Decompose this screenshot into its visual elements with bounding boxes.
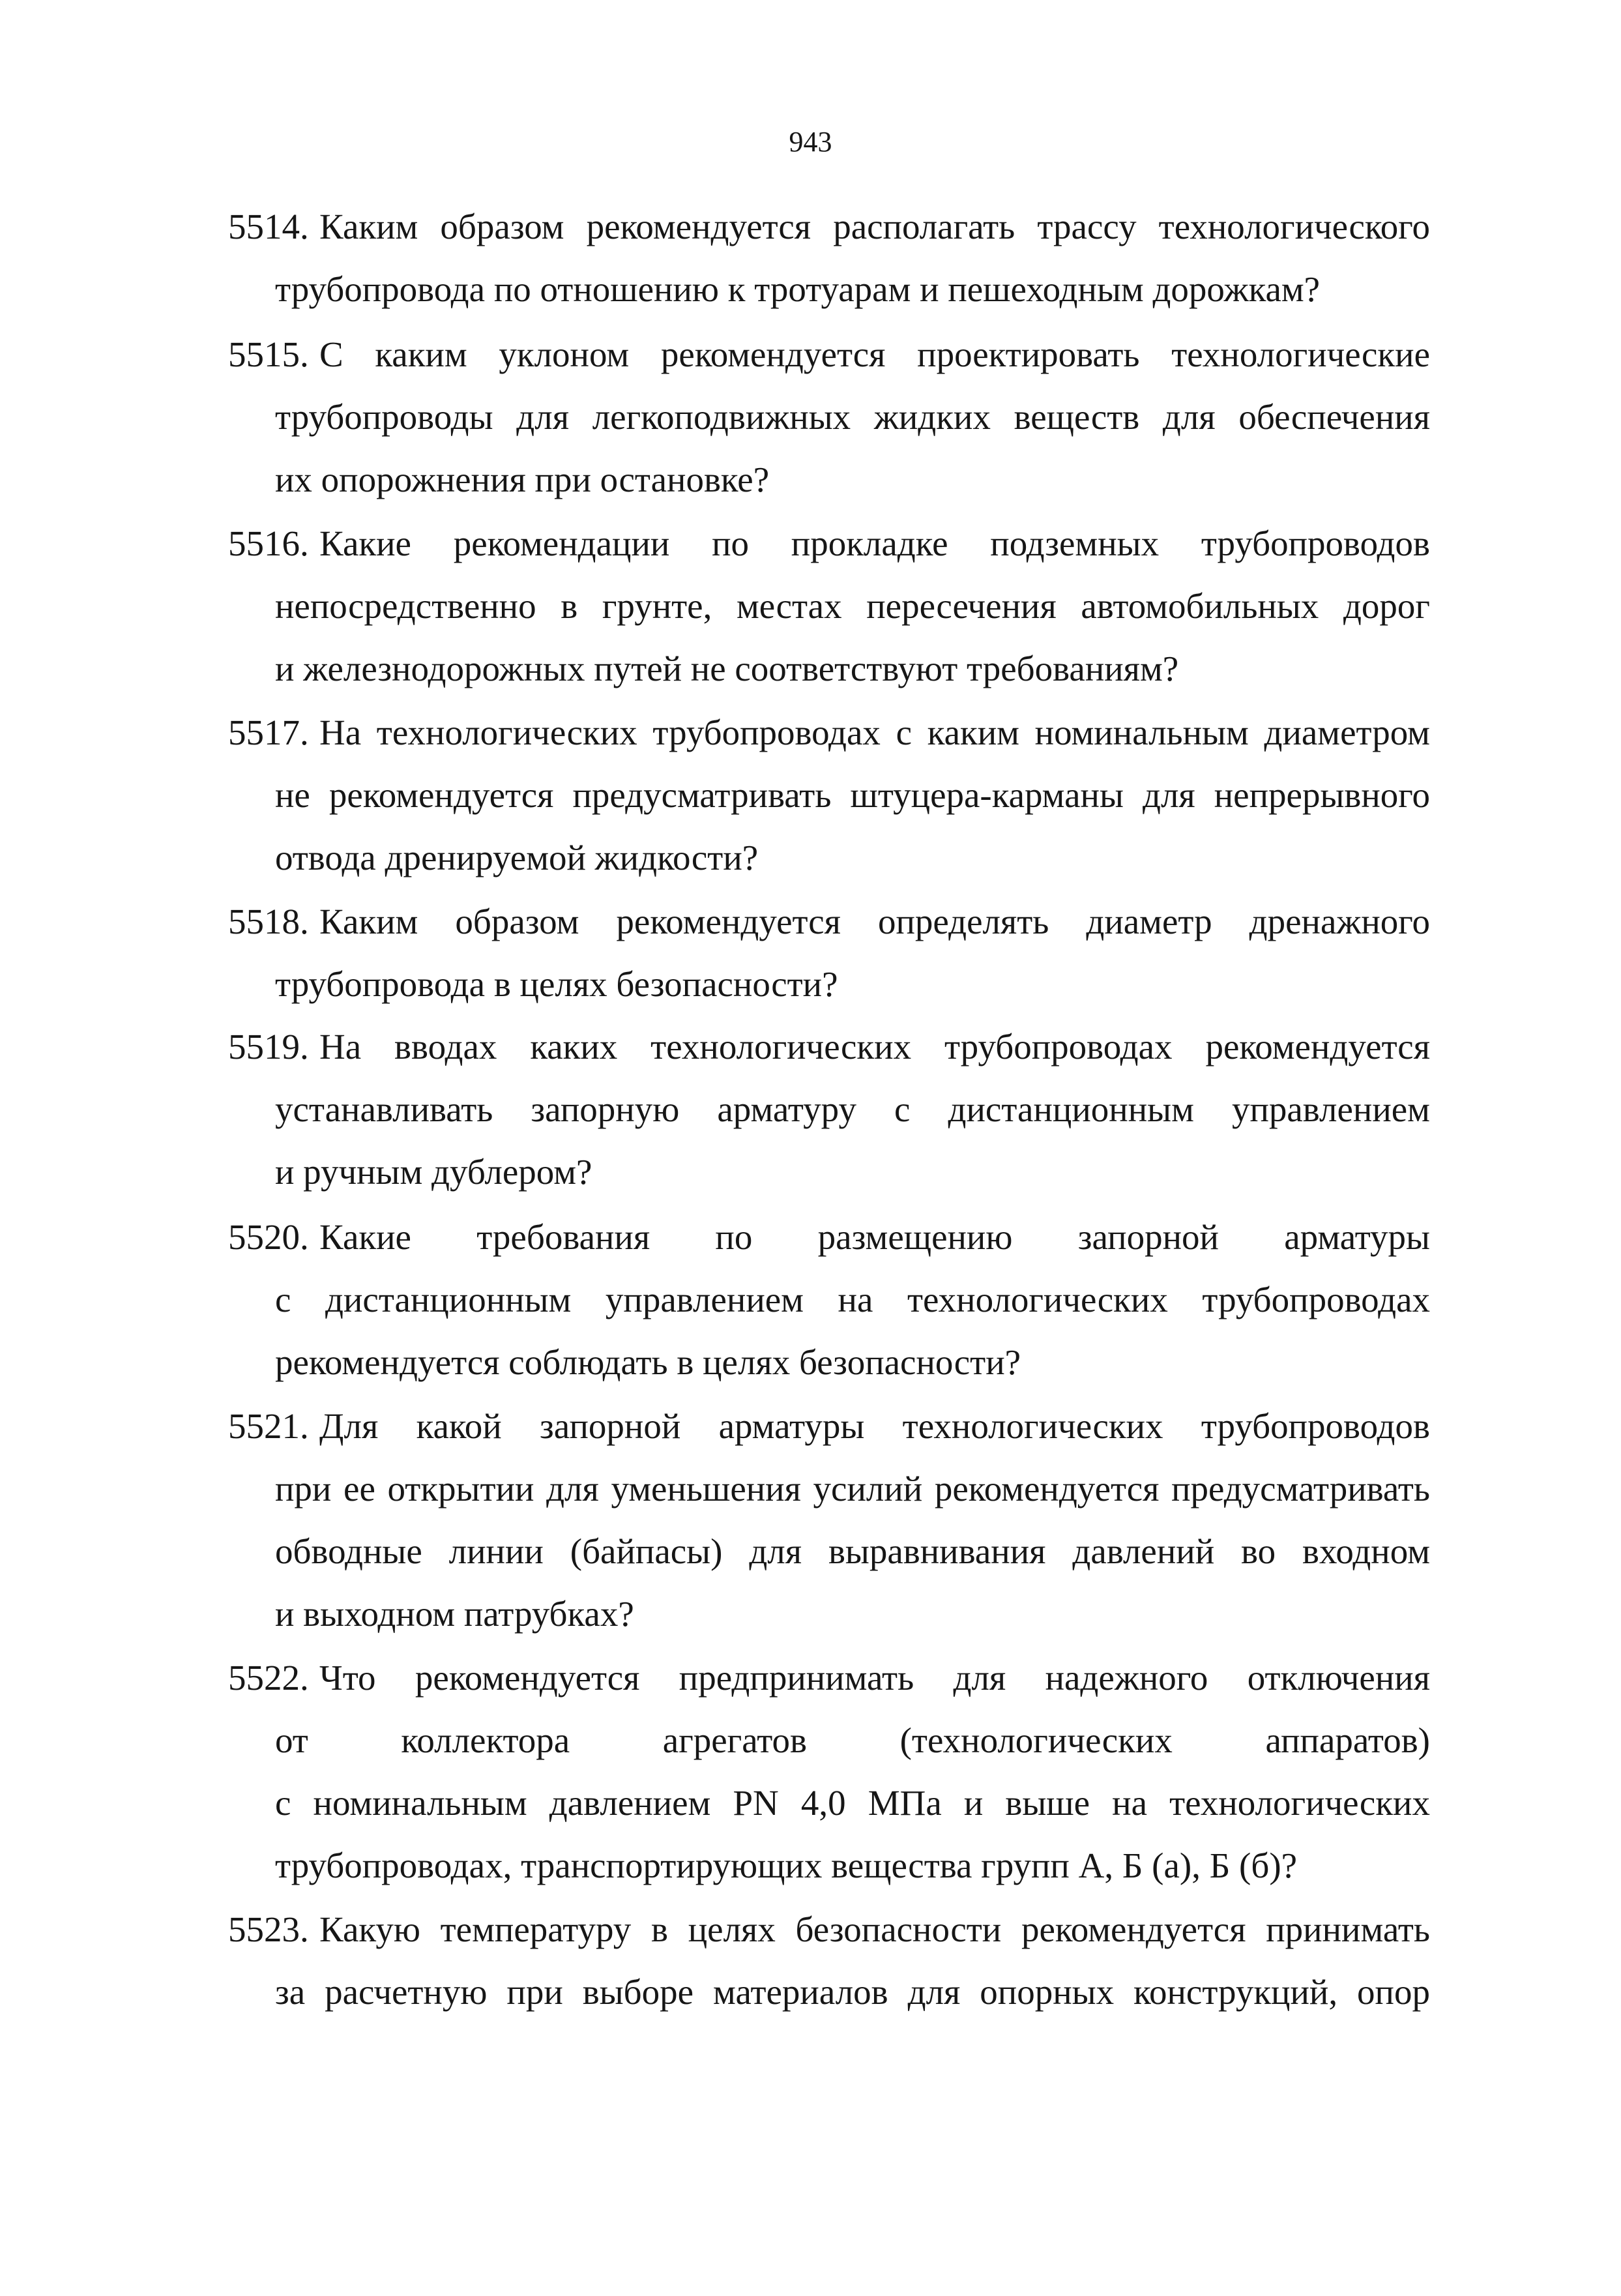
question-text-line: за расчетную при выборе материалов для опорных конструкций, опор <box>275 1972 1430 2012</box>
question-text-line: Какие требования по размещению запорной арматуры <box>319 1217 1430 1257</box>
question-text-line: С каким уклоном рекомендуется проектировать технологические <box>319 334 1430 374</box>
question-number: 5522. <box>228 1658 309 1698</box>
question-number: 5520. <box>228 1217 309 1257</box>
question-text-line: Какую температуру в целях безопасности рекомендуется принимать <box>319 1909 1430 1949</box>
question-text-line: и ручным дублером? <box>275 1152 592 1192</box>
question-text-line: отвода дренируемой жидкости? <box>275 838 759 877</box>
question-text-line: рекомендуется соблюдать в целях безопасности? <box>275 1342 1021 1382</box>
question-number: 5518. <box>228 902 309 941</box>
question-number: 5516. <box>228 523 309 563</box>
question-number: 5517. <box>228 713 309 752</box>
question-number: 5519. <box>228 1027 309 1067</box>
question-text-line: их опорожнения при остановке? <box>275 460 770 499</box>
question-text-line: На вводах каких технологических трубопроводах рекомендуется <box>319 1027 1430 1067</box>
question-text-line: с дистанционным управлением на технологических трубопроводах <box>275 1280 1430 1319</box>
question-text-line: непосредственно в грунте, местах пересечения автомобильных дорог <box>275 586 1430 626</box>
question-text-line: и железнодорожных путей не соответствуют требованиям? <box>275 649 1179 688</box>
question-text-line: от коллектора агрегатов (технологических аппаратов) <box>275 1720 1430 1760</box>
question-text-line: обводные линии (байпасы) для выравнивания давлений во входном <box>275 1531 1430 1571</box>
question-text-line: при ее открытии для уменьшения усилий рекомендуется предусматривать <box>275 1469 1430 1509</box>
question-text-line: Каким образом рекомендуется располагать трассу технологического <box>319 207 1430 246</box>
question-text-line: Какие рекомендации по прокладке подземных трубопроводов <box>319 523 1430 563</box>
question-number: 5523. <box>228 1909 309 1949</box>
question-number: 5514. <box>228 207 309 246</box>
question-text-line: не рекомендуется предусматривать штуцера-карманы для непрерывного <box>275 775 1430 815</box>
page-number: 943 <box>789 126 832 158</box>
question-number: 5521. <box>228 1406 309 1446</box>
question-text-line: Для какой запорной арматуры технологических трубопроводов <box>319 1406 1430 1446</box>
question-text-line: трубопроводах, транспортирующих вещества групп А, Б (а), Б (б)? <box>275 1846 1298 1885</box>
question-text-line: с номинальным давлением PN 4,0 МПа и выше на технологических <box>275 1783 1430 1823</box>
question-text-line: На технологических трубопроводах с каким номинальным диаметром <box>319 713 1430 752</box>
question-number: 5515. <box>228 334 309 374</box>
question-text-line: Каким образом рекомендуется определять диаметр дренажного <box>319 902 1430 941</box>
question-text-line: трубопроводы для легкоподвижных жидких веществ для обеспечения <box>275 397 1430 437</box>
question-text-line: трубопровода по отношению к тротуарам и пешеходным дорожкам? <box>275 269 1321 309</box>
question-text-line: и выходном патрубках? <box>275 1594 634 1634</box>
question-text-line: Что рекомендуется предпринимать для надежного отключения <box>319 1658 1430 1698</box>
question-text-line: устанавливать запорную арматуру с дистанционным управлением <box>275 1089 1430 1129</box>
question-text-line: трубопровода в целях безопасности? <box>275 964 838 1004</box>
